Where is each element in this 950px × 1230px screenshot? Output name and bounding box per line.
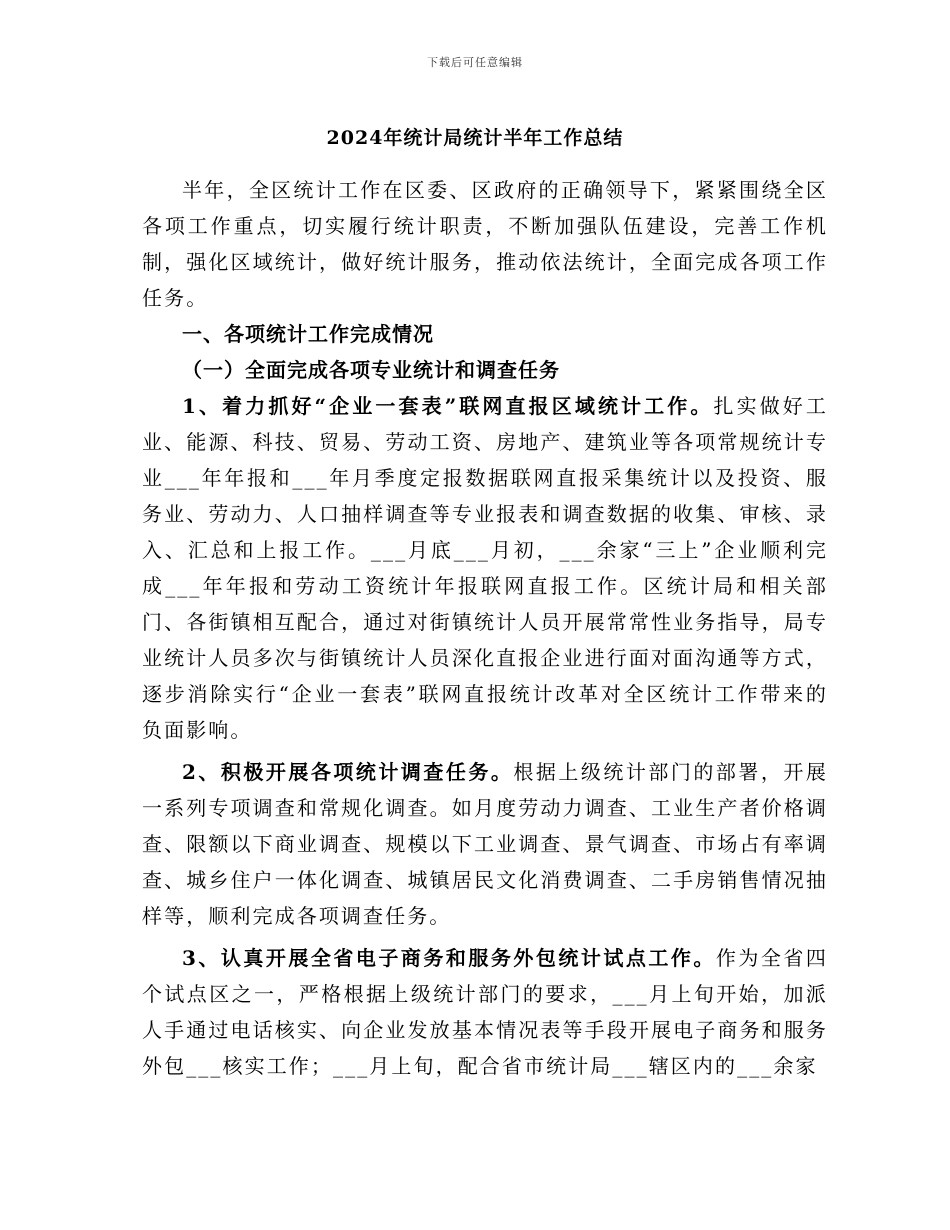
item-paragraph-3: [142, 940, 828, 1084]
item-paragraph-1: [142, 388, 828, 748]
section-heading: 一、各项统计工作完成情况: [182, 322, 434, 346]
paragraph-text: 扎实做好工业、能源、科技、贸易、劳动工资、房地产、建筑业等各项常规统计专业___年年报和___年月季度定报数据联网直报采集统计以及投资、服务业、劳动力、人口抽样调查等专业报表和调查数据的收集、审核、录入、汇总和上报工作。___月底___月初，___余家“三上”企业顺利完成___年年报和劳动工资统计年报联网直报工作。区统计局和相关部门、各街镇相互配合，通过对街镇统计人员开展常常性业务指导，局专业统计人员多次与街镇统计人员深化直报企业进行面对面沟通等方式，逐步消除实行“企业一套表”联网直报统计改革对全区统计工作带来的负面影响。: [142, 394, 829, 742]
paragraph-text: 作为全省四个试点区之一，严格根据上级统计部门的要求，___月上旬开始，加派人手通过电话核实、向企业发放基本情况表等手段开展电子商务和服务外包___核实工作；___月上旬，配合省市统计局___辖区内的___余家: [142, 946, 829, 1078]
intro-paragraph: [142, 172, 828, 316]
document-body: [142, 172, 828, 1084]
item-lead-text: 2、积极开展各项统计调查任务。: [182, 760, 514, 784]
item-lead-text: 1、着力抓好“企业一套表”联网直报区域统计工作。: [182, 394, 714, 418]
subsection-heading: （一）全面完成各项专业统计和调查任务: [182, 358, 560, 382]
item-lead-text: 3、认真开展全省电子商务和服务外包统计试点工作。: [182, 946, 716, 970]
page-header-note: 下载后可任意编辑: [427, 56, 523, 69]
item-paragraph-2: [142, 754, 828, 934]
document-title: 2024年统计局统计半年工作总结: [326, 127, 624, 149]
paragraph-text: 半年，全区统计工作在区委、区政府的正确领导下，紧紧围绕全区各项工作重点，切实履行统计职责，不断加强队伍建设，完善工作机制，强化区域统计，做好统计服务，推动依法统计，全面完成各项工作任务。: [142, 178, 828, 310]
paragraph-text: 根据上级统计部门的部署，开展一系列专项调查和常规化调查。如月度劳动力调查、工业生产者价格调查、限额以下商业调查、规模以下工业调查、景气调查、市场占有率调查、城乡住户一体化调查、城镇居民文化消费调查、二手房销售情况抽样等，顺利完成各项调查任务。: [142, 760, 828, 928]
